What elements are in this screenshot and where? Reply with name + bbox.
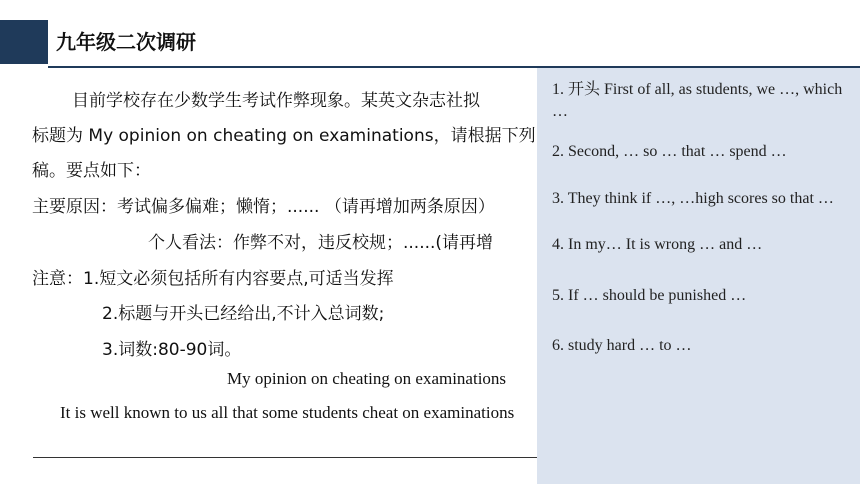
title-accent-block	[0, 20, 48, 64]
prompt-line-1: 目前学校存在少数学生考试作弊现象。某英文杂志社拟	[72, 91, 480, 111]
hint-item: 1. 开头 First of all, as students, we …, which …	[552, 81, 843, 120]
hint-item: 2. Second, … so … that … spend …	[552, 143, 787, 160]
page-title: 九年级二次调研	[56, 30, 196, 54]
opinion-line: 个人看法：作弊不对，违反校规；......(请再增	[148, 233, 494, 253]
essay-title: My opinion on cheating on examinations	[227, 369, 507, 388]
note-line-1: 注意：1.短文必须包括所有内容要点,可适当发挥	[32, 269, 394, 289]
hint-item: 6. study hard … to …	[552, 337, 692, 354]
hint-panel	[537, 68, 860, 484]
reasons-line: 主要原因：考试偏多偏难；懒惰；...... （请再增加两条原因）	[32, 197, 495, 217]
answer-blank-line	[33, 457, 538, 458]
prompt-line-3: 稿。要点如下：	[32, 161, 151, 181]
prompt-line-2: 标题为 My opinion on cheating on examinations，请根据下列	[32, 126, 536, 146]
hint-item: 4. In my… It is wrong … and …	[552, 236, 763, 253]
note-line-3: 3.词数:80-90词。	[102, 340, 242, 360]
essay-opening: It is well known to us all that some students cheat on examinations	[60, 403, 515, 422]
hint-item: 5. If … should be punished …	[552, 287, 747, 304]
note-line-2: 2.标题与开头已经给出,不计入总词数;	[102, 304, 385, 324]
hint-item: 3. They think if …, …high scores so that …	[552, 190, 834, 207]
